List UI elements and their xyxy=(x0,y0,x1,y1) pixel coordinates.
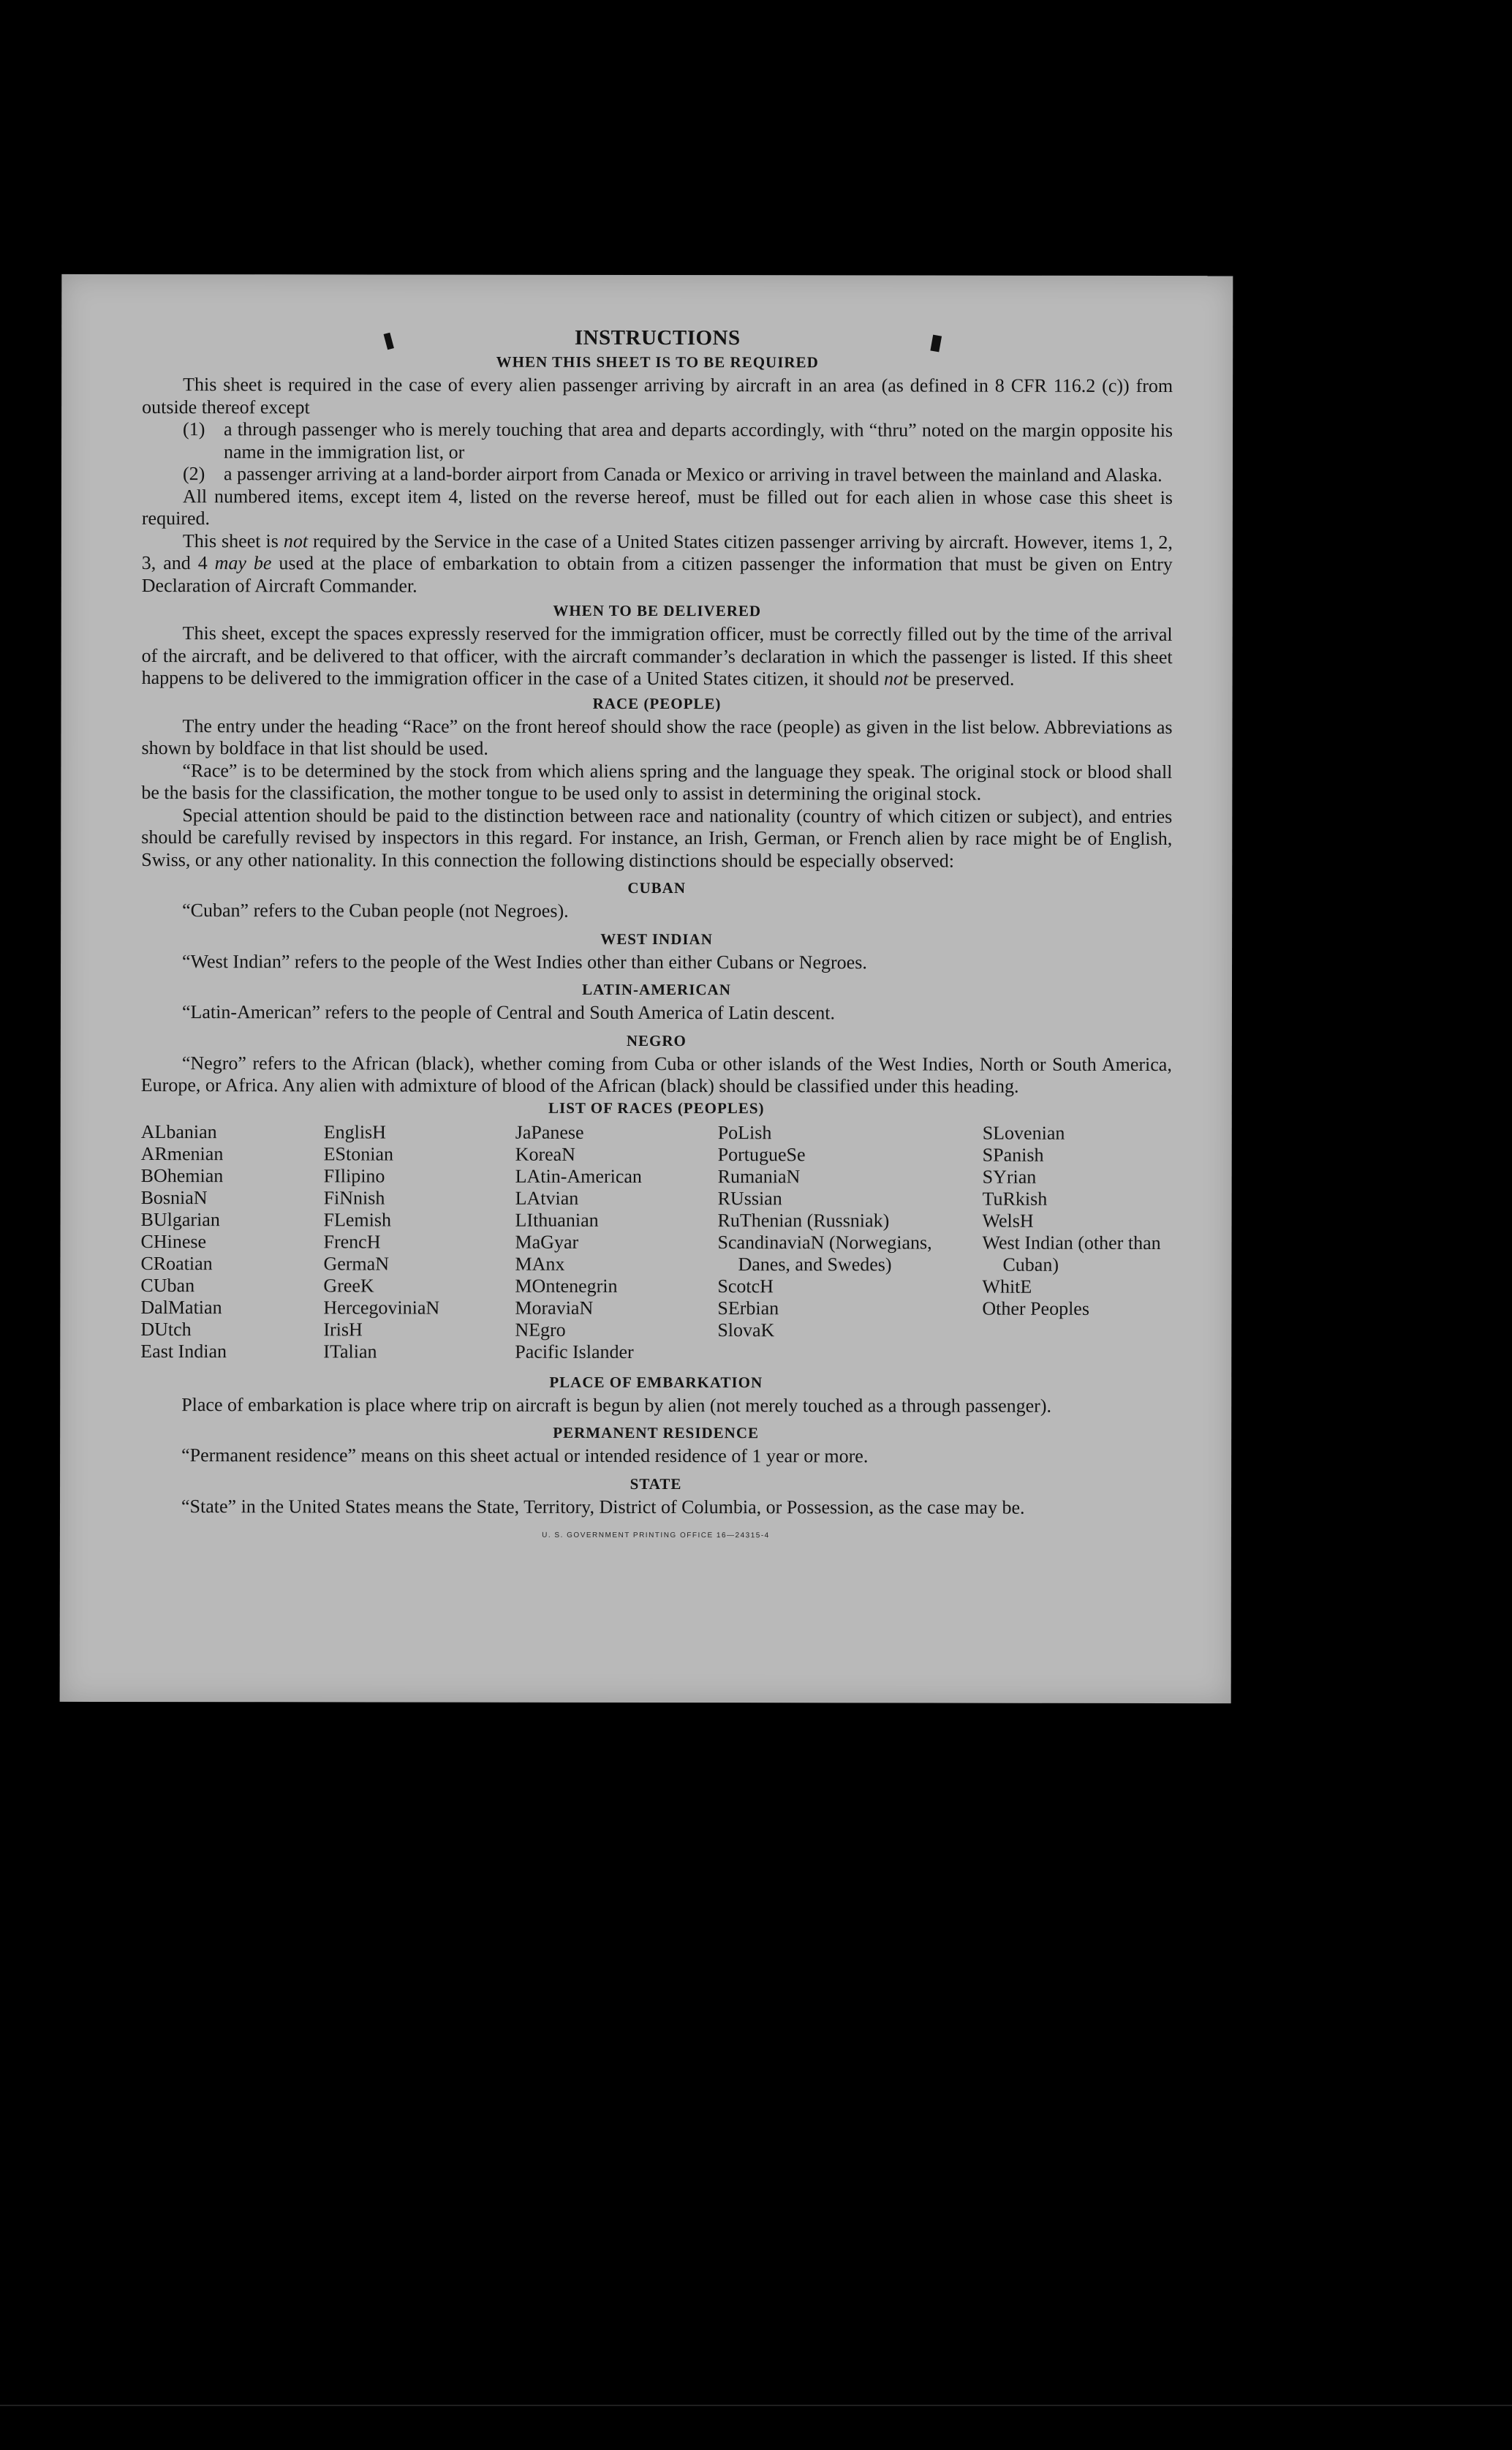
item-number: (2) xyxy=(182,463,205,485)
emphasis-not: not xyxy=(283,529,309,551)
race-entry: FIlipino xyxy=(323,1164,385,1187)
text-run: required by the Service in the case of a United States citizen passenger arriving by aircraft. However, items 1, 2, 3, and 4 xyxy=(141,529,1173,574)
race-entry: EStonian xyxy=(323,1142,394,1165)
race-paragraph-3: Special attention should be paid to the distinction between race and nationality (country of which citizen or subject), and entries should be carefully revised by inspectors in this regard. For instance, an Irish, German, or French alien by race might be of English, Swiss, or any other nationality. In this connection the following distinctions should be especially observed: xyxy=(141,804,1173,872)
race-column-2 xyxy=(323,1121,515,1362)
emphasis-may-be: may be xyxy=(214,552,272,574)
race-paragraph-1: The entry under the heading “Race” on the front hereof should show the race (people) as given in the list below. Abbreviations as shown by boldface in that list should be used. xyxy=(141,715,1173,759)
race-column-1 xyxy=(140,1121,323,1362)
heading-latin-american: LATIN-AMERICAN xyxy=(582,980,731,999)
page-title: INSTRUCTIONS xyxy=(574,325,741,350)
heading-cuban: CUBAN xyxy=(627,878,687,897)
race-entry: CRoatian xyxy=(140,1252,213,1274)
heading-required: WHEN THIS SHEET IS TO BE REQUIRED xyxy=(496,353,819,372)
race-entry: IrisH xyxy=(323,1318,363,1340)
text-run: This sheet is xyxy=(182,529,284,551)
race-list-table xyxy=(140,1121,1171,1364)
required-paragraph-2: All numbered items, except item 4, listed on the reverse hereof, must be filled out for each alien in whose case this sheet is required. xyxy=(141,485,1173,529)
instruction-sheet xyxy=(60,274,1233,1703)
heading-west-indian: WEST INDIAN xyxy=(600,930,713,948)
race-entry: JaPanese xyxy=(515,1121,584,1143)
race-entry: LAtin-American xyxy=(515,1165,642,1187)
race-entry: FiNnish xyxy=(323,1186,385,1209)
heading-permanent-residence: PERMANENT RESIDENCE xyxy=(553,1423,760,1442)
race-entry: DUtch xyxy=(140,1318,192,1340)
item-number: (1) xyxy=(183,418,205,440)
race-entry: WhitE xyxy=(982,1275,1032,1297)
emphasis-not: not xyxy=(883,668,909,690)
heading-list-of-races: LIST OF RACES (PEOPLES) xyxy=(548,1098,765,1117)
race-entry: ITalian xyxy=(323,1340,377,1362)
race-entry: ScandinaviaN (Norwegians, Danes, and Swedes) xyxy=(717,1231,932,1275)
race-entry: LIthuanian xyxy=(515,1209,599,1231)
sheet-content xyxy=(140,325,1173,1540)
race-entry: FLemish xyxy=(323,1208,392,1231)
latin-american-text: “Latin-American” refers to the people of Central and South America of Latin descent. xyxy=(181,1001,836,1024)
race-entry: RuThenian (Russniak) xyxy=(717,1209,890,1231)
race-entry: KoreaN xyxy=(515,1143,576,1165)
embarkation-text: Place of embarkation is place where trip on aircraft is begun by alien (not merely touched as a through passenger). xyxy=(181,1393,1052,1417)
race-paragraph-2: “Race” is to be determined by the stock from which aliens spring and the language they speak. The original stock or blood shall be the basis for the classification, the mother tongue to be used only to assist in determining the original stock. xyxy=(141,759,1173,804)
race-entry: RumaniaN xyxy=(717,1165,801,1187)
heading-race: RACE (PEOPLE) xyxy=(592,694,722,712)
race-column-5 xyxy=(982,1122,1171,1363)
race-entry: ScotcH xyxy=(717,1275,774,1297)
race-entry: Pacific Islander xyxy=(515,1341,634,1362)
race-entry: SlovaK xyxy=(717,1319,775,1341)
race-column-3 xyxy=(515,1121,717,1362)
race-entry: WelsH xyxy=(982,1210,1034,1232)
race-entry: GermaN xyxy=(323,1252,390,1275)
race-entry: West Indian (other than Cuban) xyxy=(982,1232,1161,1275)
race-entry: HercegoviniaN xyxy=(323,1296,440,1319)
race-entry: PoLish xyxy=(717,1121,772,1143)
race-entry: EnglisH xyxy=(323,1120,386,1143)
permanent-residence-text: “Permanent residence” means on this sheet actual or intended residence of 1 year or more. xyxy=(181,1444,869,1467)
heading-embarkation: PLACE OF EMBARKATION xyxy=(549,1373,763,1391)
race-entry: BosniaN xyxy=(140,1186,208,1208)
race-entry: SLovenian xyxy=(982,1122,1065,1144)
delivered-paragraph xyxy=(142,622,1173,690)
race-entry: MoraviaN xyxy=(515,1297,594,1319)
required-paragraph-3 xyxy=(142,530,1173,598)
west-indian-text: “West Indian” refers to the people of the West Indies other than either Cubans or Negroes. xyxy=(182,950,867,973)
race-entry: East Indian xyxy=(140,1340,227,1362)
race-entry: SErbian xyxy=(717,1297,779,1319)
race-entry: SYrian xyxy=(982,1166,1037,1188)
item-text: a passenger arriving at a land-border airport from Canada or Mexico or arriving in travel between the mainland and Alaska. xyxy=(223,463,1163,486)
scan-edge-line xyxy=(0,2405,1512,2406)
item-text: a through passenger who is merely touching that area and departs accordingly, with “thru” noted on the margin opposite his name in the immigration list, or xyxy=(224,418,1173,463)
race-entry: MOntenegrin xyxy=(515,1275,618,1297)
required-paragraph-1: This sheet is required in the case of every alien passenger arriving by aircraft in an area (as defined in 8 CFR 116.2 (c)) from outside thereof except xyxy=(142,374,1173,418)
race-entry: GreeK xyxy=(323,1274,374,1296)
heading-negro: NEGRO xyxy=(626,1031,687,1049)
negro-text: “Negro” refers to the African (black), whether coming from Cuba or other islands of the West Indies, North or South America, Europe, or Africa. Any alien with admixture of blood of the African (black) should be classified under this heading. xyxy=(140,1052,1172,1097)
race-entry: MaGyar xyxy=(515,1231,579,1253)
race-entry: ARmenian xyxy=(140,1142,224,1164)
race-entry: Other Peoples xyxy=(982,1297,1090,1319)
printer-imprint: U. S. GOVERNMENT PRINTING OFFICE 16—24315-4 xyxy=(542,1531,770,1540)
race-entry: BOhemian xyxy=(140,1164,224,1186)
required-item-1 xyxy=(142,418,1173,464)
heading-delivered: WHEN TO BE DELIVERED xyxy=(553,601,762,620)
text-run: used at the place of embarkation to obtain from a citizen passenger the information that must be given on Entry Declaration of Aircraft Commander. xyxy=(141,552,1173,597)
race-entry: NEgro xyxy=(515,1319,566,1341)
race-entry: MAnx xyxy=(515,1253,565,1275)
race-entry: RUssian xyxy=(717,1187,782,1209)
race-entry: PortugueSe xyxy=(717,1143,806,1165)
cuban-text: “Cuban” refers to the Cuban people (not Negroes). xyxy=(182,900,569,921)
race-entry: BUlgarian xyxy=(140,1208,220,1230)
race-entry: TuRkish xyxy=(982,1188,1048,1210)
race-entry: FrencH xyxy=(323,1230,381,1252)
race-entry: CHinese xyxy=(140,1230,207,1252)
state-text: “State” in the United States means the State, Territory, District of Columbia, or Possession, as the case may be. xyxy=(181,1495,1025,1518)
text-run: be preserved. xyxy=(908,668,1015,690)
required-item-2 xyxy=(142,463,1173,486)
heading-state: STATE xyxy=(630,1474,682,1493)
race-entry: CUban xyxy=(140,1274,195,1296)
race-entry: DalMatian xyxy=(140,1296,222,1318)
text-run: This sheet, except the spaces expressly reserved for the immigration officer, must be correctly filled out by the time of the arrival of the aircraft, and be delivered to that officer, with the aircraft commander’s declaration in which the passenger is listed. If this sheet happens to be delivered to the immigration officer in the case of a United States citizen, it should xyxy=(141,622,1173,690)
race-column-4 xyxy=(717,1122,982,1364)
race-entry: LAtvian xyxy=(515,1187,579,1209)
race-entry: SPanish xyxy=(982,1144,1044,1166)
race-entry: ALbanian xyxy=(140,1120,217,1142)
